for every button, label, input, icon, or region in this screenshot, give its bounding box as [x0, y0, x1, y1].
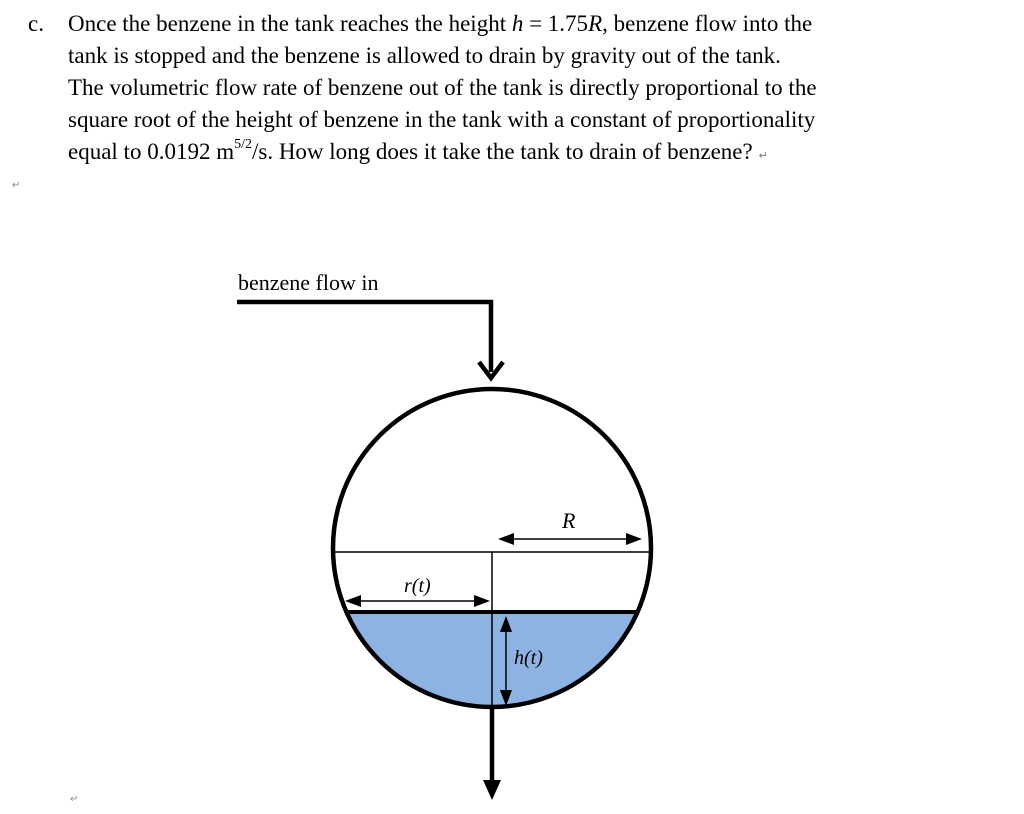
radius-symbol: R: [588, 11, 603, 36]
problem-text: = 1.75: [523, 11, 589, 36]
paragraph-mark-icon: ↵: [70, 794, 79, 805]
paragraph-mark-icon: ↵: [758, 149, 768, 162]
arrowhead-right-icon: [474, 595, 490, 607]
arrowhead-left-icon: [345, 595, 361, 607]
inlet-label: benzene flow in: [238, 270, 379, 295]
problem-label: c.: [28, 11, 44, 36]
problem-line-3: The volumetric flow rate of benzene out of the tank is directly proportional to the: [68, 75, 817, 100]
inlet-pipe: [237, 302, 491, 372]
problem-line-2: tank is stopped and the benzene is allowed to drain by gravity out of the tank.: [68, 43, 781, 68]
problem-text: /s. How long does it take the tank to drain of benzene?: [251, 139, 753, 164]
outlet-arrow-icon: [483, 780, 501, 800]
problem-text: equal to 0.0192 m: [68, 139, 235, 164]
problem-line-4: square root of the height of benzene in the tank with a constant of proportionality: [68, 107, 816, 132]
surface-radius-label: r(t): [404, 575, 431, 597]
paragraph-mark-icon: ↵: [12, 180, 21, 191]
arrowhead-left-icon: [498, 533, 514, 545]
height-symbol: h: [511, 11, 524, 36]
radius-label: R: [562, 508, 576, 533]
problem-text: Once the benzene in the tank reaches the height: [68, 11, 512, 36]
height-label: h(t): [514, 647, 543, 669]
exponent: 5/2: [234, 137, 252, 153]
arrowhead-right-icon: [626, 533, 642, 545]
problem-text: , benzene flow into the: [602, 11, 813, 36]
